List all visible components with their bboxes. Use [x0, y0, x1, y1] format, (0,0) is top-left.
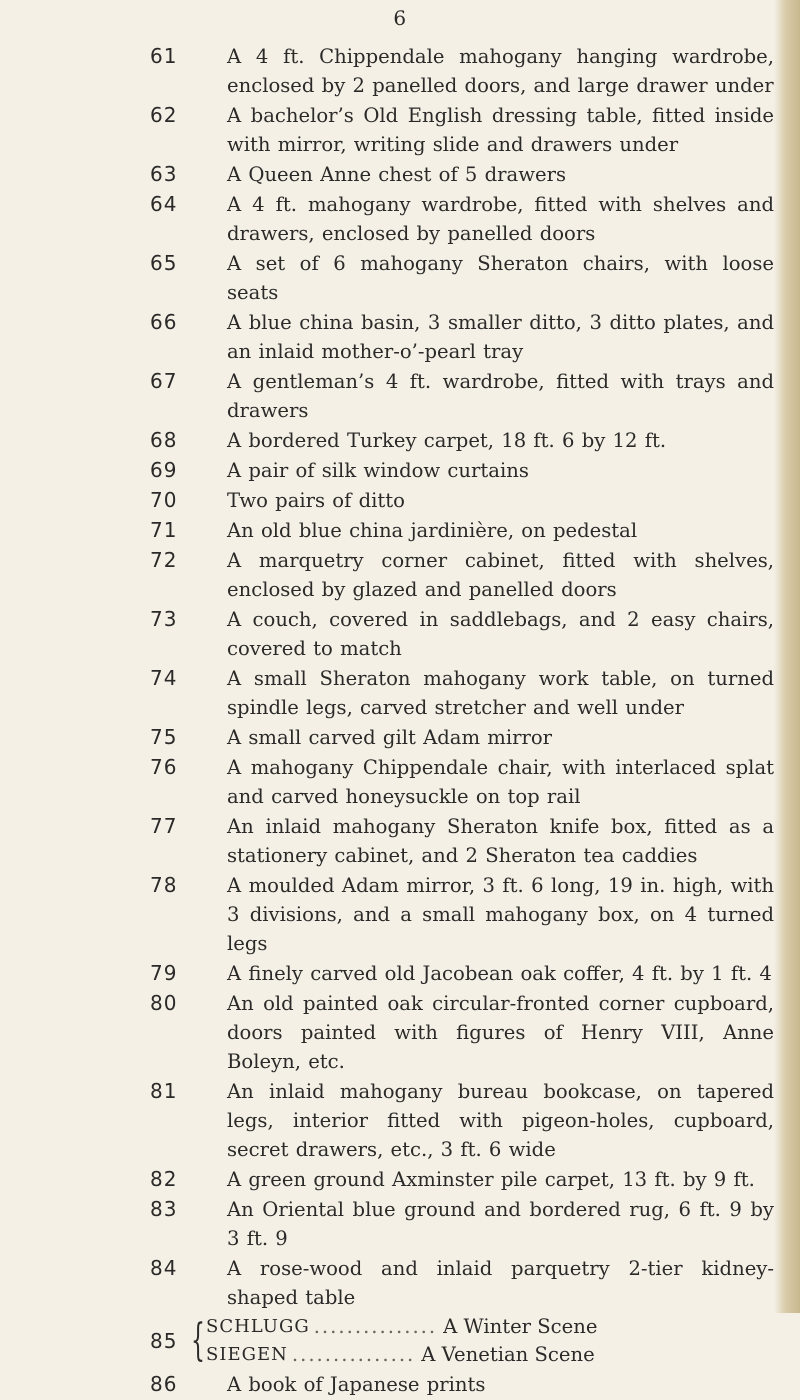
lot-78	[0, 871, 780, 958]
lot-83	[0, 1195, 780, 1253]
lot-number: 82	[150, 1167, 178, 1191]
lot-70	[0, 486, 780, 515]
lot-description: An old painted oak circular-fronted corner cupboard, doors painted with figures of Henry VIII, Anne Boleyn, etc.	[227, 992, 774, 1073]
lot-description: A rose-wood and inlaid parquetry 2-tier kidney-shaped table	[227, 1257, 774, 1309]
lot-number: 75	[150, 725, 178, 749]
lot-85	[0, 1313, 780, 1369]
dot-leader: ...............	[291, 1343, 416, 1366]
lot-number: 68	[150, 428, 178, 452]
artist-name: SCHLUGG	[206, 1316, 310, 1337]
lot-65	[0, 249, 780, 307]
lot-number: 65	[150, 251, 178, 275]
lot-63	[0, 160, 780, 189]
lot-number: 81	[150, 1079, 178, 1103]
lot-64	[0, 190, 780, 248]
lot-80	[0, 989, 780, 1076]
picture-title: A Venetian Scene	[421, 1343, 595, 1366]
lot-number: 67	[150, 369, 178, 393]
lot-79	[0, 959, 780, 988]
lot-description: A pair of silk window curtains	[227, 459, 529, 482]
lot-62	[0, 101, 780, 159]
lot-description: An Oriental blue ground and bordered rug, 6 ft. 9 by 3 ft. 9	[227, 1198, 774, 1250]
lot-description: A 4 ft. mahogany wardrobe, fitted with shelves and drawers, enclosed by panelled doors	[227, 193, 774, 245]
lot-description: An old blue china jardinière, on pedestal	[227, 519, 638, 542]
lot-number: 77	[150, 814, 178, 838]
lot-description: A mahogany Chippendale chair, with interlaced splat and carved honeysuckle on top rail	[227, 756, 774, 808]
lot-description: A bachelor’s Old English dressing table, fitted inside with mirror, writing slide and drawers under	[227, 104, 774, 156]
lot-description: A couch, covered in saddlebags, and 2 easy chairs, covered to match	[227, 608, 774, 660]
lot-description: An inlaid mahogany bureau bookcase, on tapered legs, interior fitted with pigeon-holes, cupboard, secret drawers, etc., 3 ft. 6 wide	[227, 1080, 774, 1161]
lot-number: 73	[150, 607, 178, 631]
lot-73	[0, 605, 780, 663]
lot-number: 86	[150, 1372, 178, 1396]
lot-number: 79	[150, 961, 178, 985]
lot-number: 61	[150, 44, 178, 68]
lot-84	[0, 1254, 780, 1312]
lot-76	[0, 753, 780, 811]
lot-description: A small Sheraton mahogany work table, on turned spindle legs, carved stretcher and well under	[227, 667, 774, 719]
lot-number: 80	[150, 991, 178, 1015]
lot-description: An inlaid mahogany Sheraton knife box, fitted as a stationery cabinet, and 2 Sheraton tea caddies	[227, 815, 774, 867]
lot-number: 85	[150, 1329, 178, 1353]
lot-number: 64	[150, 192, 178, 216]
lot-description: A Queen Anne chest of 5 drawers	[227, 163, 567, 186]
lot-description: A finely carved old Jacobean oak coffer, 4 ft. by 1 ft. 4	[227, 962, 772, 985]
lot-66	[0, 308, 780, 366]
lot-81	[0, 1077, 780, 1164]
lot-72	[0, 546, 780, 604]
lots-container	[0, 42, 780, 1312]
lot-list	[0, 42, 780, 1400]
lot-number: 62	[150, 103, 178, 127]
lot-71	[0, 516, 780, 545]
lot-description: A set of 6 mahogany Sheraton chairs, with loose seats	[227, 252, 774, 304]
lot-description: Two pairs of ditto	[227, 489, 405, 512]
lot-description: A 4 ft. Chippendale mahogany hanging wardrobe, enclosed by 2 panelled doors, and large drawer under	[227, 45, 774, 97]
lot-75	[0, 723, 780, 752]
lot-number: 66	[150, 310, 178, 334]
lot-67	[0, 367, 780, 425]
brace-icon: {	[191, 1315, 205, 1366]
lot-86	[0, 1370, 780, 1399]
lot-77	[0, 812, 780, 870]
lot-number: 70	[150, 488, 178, 512]
lot-number: 72	[150, 548, 178, 572]
lot-description: A gentleman’s 4 ft. wardrobe, fitted with trays and drawers	[227, 370, 774, 422]
lot-68	[0, 426, 780, 455]
lot-number: 84	[150, 1256, 178, 1280]
lot-number: 83	[150, 1197, 178, 1221]
lot-number: 76	[150, 755, 178, 779]
lot-85-item-1	[206, 1313, 780, 1341]
lot-82	[0, 1165, 780, 1194]
lot-number: 74	[150, 666, 178, 690]
artist-name: SIEGEN	[206, 1344, 288, 1365]
lot-description: A marquetry corner cabinet, fitted with shelves, enclosed by glazed and panelled doors	[227, 549, 774, 601]
lot-61	[0, 42, 780, 100]
lot-69	[0, 456, 780, 485]
lot-description: A small carved gilt Adam mirror	[227, 726, 553, 749]
lot-85-item-2	[206, 1341, 780, 1369]
lot-number: 78	[150, 873, 178, 897]
picture-title: A Winter Scene	[443, 1315, 598, 1338]
lot-description: A bordered Turkey carpet, 18 ft. 6 by 12 ft.	[227, 429, 667, 452]
lot-description: A book of Japanese prints	[227, 1373, 486, 1396]
lot-description: A blue china basin, 3 smaller ditto, 3 ditto plates, and an inlaid mother-o’-pearl tray	[227, 311, 774, 363]
page-number: 6	[393, 6, 407, 30]
lot-number: 69	[150, 458, 178, 482]
lot-description: A moulded Adam mirror, 3 ft. 6 long, 19 in. high, with 3 divisions, and a small mahogany box, on 4 turned legs	[227, 874, 774, 955]
lot-74	[0, 664, 780, 722]
lot-number: 71	[150, 518, 178, 542]
lot-description: A green ground Axminster pile carpet, 13 ft. by 9 ft.	[227, 1168, 755, 1191]
dot-leader: ...............	[313, 1315, 438, 1338]
lot-number: 63	[150, 162, 178, 186]
